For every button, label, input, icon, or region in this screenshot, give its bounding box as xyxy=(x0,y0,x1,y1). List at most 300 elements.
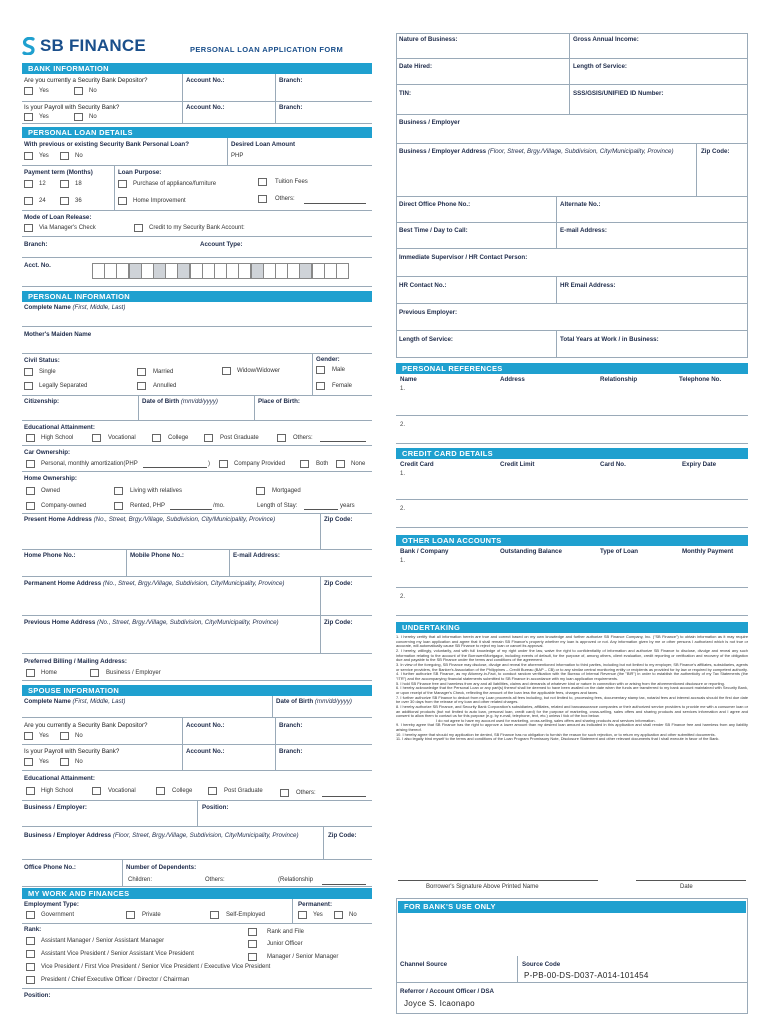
term-36-checkbox[interactable] xyxy=(60,197,69,205)
yes-label: Yes xyxy=(313,912,323,918)
civil-separated-checkbox[interactable] xyxy=(24,382,33,390)
hired-label: Date Hired: xyxy=(399,63,433,70)
edu-hs-checkbox[interactable] xyxy=(26,434,35,442)
spouse-payroll-row xyxy=(22,745,372,771)
home-company-label: Company-owned xyxy=(41,503,87,509)
acct-type-label: Account Type: xyxy=(200,241,243,248)
branch-label: Branch: xyxy=(279,722,303,729)
hr-row xyxy=(396,277,748,304)
referror-row xyxy=(396,983,748,1013)
relationship-label: (Relationship xyxy=(278,877,314,883)
loan-row-number: 2. xyxy=(400,594,406,600)
loan-row-1 xyxy=(396,546,748,588)
rank-am-label: Assistant Manager / Senior Assistant Manager xyxy=(41,938,165,944)
release-label: Mode of Loan Release: xyxy=(24,214,92,221)
signature-line[interactable] xyxy=(398,880,598,881)
signature-label: Borrower's Signature Above Printed Name xyxy=(426,884,539,890)
emp-gov-label: Government xyxy=(41,912,75,918)
car-ownership-row xyxy=(22,446,372,472)
edu-pg-label: Post Graduate xyxy=(220,435,259,441)
home-mortgaged-checkbox[interactable] xyxy=(256,487,265,495)
purpose-others-blank[interactable] xyxy=(304,203,366,204)
children-label: Children: xyxy=(128,877,153,883)
credit-row-number: 2. xyxy=(400,506,406,512)
emp-private-label: Private xyxy=(142,912,161,918)
no-label: No xyxy=(89,114,97,120)
edu-hs-label: High School xyxy=(41,435,74,441)
dependents-label: Number of Dependents: xyxy=(126,864,197,871)
term-24-label: 24 xyxy=(39,198,46,204)
credit-col-card: Credit Card xyxy=(400,461,434,468)
branch-label: Branch: xyxy=(279,104,303,111)
rank-row xyxy=(22,924,372,989)
prev-loan-question: With previous or existing Security Bank Personal Loan? xyxy=(24,141,189,148)
home-owned-checkbox[interactable] xyxy=(26,487,35,495)
prev-loan-yes-checkbox[interactable] xyxy=(24,152,33,160)
rank-manager-label: Manager / Senior Manager xyxy=(267,954,339,960)
edu-voc-checkbox[interactable] xyxy=(92,434,101,442)
edu-college-label: College xyxy=(168,435,189,441)
billing-label: Preferred Billing / Mailing Address: xyxy=(24,658,127,665)
others-label: Others: xyxy=(205,877,225,883)
bank-use-header: FOR BANK'S USE ONLY xyxy=(398,901,746,913)
term-24-checkbox[interactable] xyxy=(24,197,33,205)
home-rented-checkbox[interactable] xyxy=(114,502,123,510)
loan-row-number: 1. xyxy=(400,558,406,564)
acct-no-boxes[interactable] xyxy=(92,263,348,279)
rank-file-label: Rank and File xyxy=(267,929,305,935)
purpose-appliance-checkbox[interactable] xyxy=(118,180,127,188)
civil-annulled-checkbox[interactable] xyxy=(137,382,146,390)
permanent-label: Permanent: xyxy=(298,901,333,908)
undertaking-text xyxy=(396,635,748,873)
left-column xyxy=(22,0,372,1024)
form-title: PERSONAL LOAN APPLICATION FORM xyxy=(190,45,344,54)
term-12-checkbox[interactable] xyxy=(24,180,33,188)
edu-college-label: College xyxy=(172,788,193,794)
edu-college-checkbox[interactable] xyxy=(152,434,161,442)
ref-col-relationship: Relationship xyxy=(600,376,638,383)
civil-single-checkbox[interactable] xyxy=(24,368,33,376)
spouse-edu-others-checkbox[interactable] xyxy=(280,789,289,797)
perm-addr-row xyxy=(22,577,372,616)
home-label: Home Ownership: xyxy=(24,475,77,482)
work-position-label: Position: xyxy=(24,992,51,999)
dob-label: Date of Birth (mm/dd/yyyy) xyxy=(142,398,218,405)
yes-label: Yes xyxy=(39,153,49,159)
loans-header: OTHER LOAN ACCOUNTS xyxy=(396,535,748,546)
release-check-checkbox[interactable] xyxy=(24,224,33,232)
edu-others-label: Others: xyxy=(293,435,313,441)
gender-male-checkbox[interactable] xyxy=(316,366,325,374)
car-company-label: Company Provided xyxy=(234,461,286,467)
undertaking-paragraph: 10. I hereby agree that should my application be denied, SB Finance has no obligation to furnish the reason for such rejection, or to return my application and other submitted documents. xyxy=(396,731,716,737)
right-column xyxy=(396,0,748,1024)
prev-loan-row xyxy=(22,138,372,166)
spouse-dob-label: Date of Birth (mm/dd/yyyy) xyxy=(276,698,352,705)
spouse-position-label: Position: xyxy=(202,804,229,811)
rent-blank[interactable] xyxy=(170,509,212,510)
spouse-business-label: Business / Employer: xyxy=(24,804,87,811)
spouse-business-row xyxy=(22,801,372,827)
term-purpose-row xyxy=(22,166,372,211)
rent-mo-label: /mo. xyxy=(213,503,225,509)
billing-business-checkbox[interactable] xyxy=(90,669,99,677)
billing-home-label: Home xyxy=(41,670,58,676)
references-header: PERSONAL REFERENCES xyxy=(396,363,748,374)
yes-label: Yes xyxy=(39,733,49,739)
tin-row xyxy=(396,85,748,115)
term-12-label: 12 xyxy=(39,181,46,187)
zip-label: Zip Code: xyxy=(324,619,353,626)
prev-length-row xyxy=(396,331,748,358)
undertaking-paragraph: 3. In view of the foregoing, SB Finance may disclose, divulge and reveal the aforementioned information to third parties, including but not limited to my employer, SB Finance's affiliates, subsidiaries, agents or service providers, the Banker's Association of the Philippines – Credit Bureau (BAP – CB) or to any similar central monitoring entity or recipients as provided for by law or required by competent authority. xyxy=(396,661,748,672)
civil-married-checkbox[interactable] xyxy=(137,368,146,376)
undertaking-paragraph: 11. I also legally bind myself to the terms and conditions of the Loan Program Promissory Note, Disclosure Statement and other relevant documents that I shall execute in favor of the Bank. xyxy=(396,736,720,742)
relationship-blank[interactable] xyxy=(322,884,366,885)
undertaking-paragraph: 8. I hereby authorize SB Finance, and Security Bank Corporation's subsidiaries, affiliates, related and bancassurance companies or their authorized service providers to provide me with a consumer loan or an additional products (but not limited to auto loan, personal loan, credit card) for the purpose of marketing, cross-selling, sales offers and sharing products and services information and I agree and consent to allow them to contact us for this purpose (e.g. by e-mail, telephone, text, etc.) unless I tick of the box below. xyxy=(396,703,748,719)
biz-addr-label: Business / Employer Address (Floor, Street, Brgy./Village, Subdivision, City/Municipality, Province) xyxy=(399,148,674,155)
civil-status-label: Civil Status: xyxy=(24,357,60,364)
gender-female-label: Female xyxy=(332,383,353,389)
channel-row xyxy=(396,956,748,983)
car-none-checkbox[interactable] xyxy=(336,460,345,468)
account-no-label: Account No.: xyxy=(186,748,225,755)
tin-label: TIN: xyxy=(399,90,412,97)
edu-pg-label: Post Graduate xyxy=(224,788,263,794)
emp-gov-checkbox[interactable] xyxy=(26,911,35,919)
bank-payroll-row xyxy=(22,102,372,124)
no-label: No xyxy=(75,153,83,159)
credit-row-2 xyxy=(396,500,748,528)
hr-email-label: HR Email Address: xyxy=(560,282,616,289)
spouse-name-label: Complete Name (First, Middle, Last) xyxy=(24,698,126,705)
purpose-others-label: Others: xyxy=(275,196,295,202)
zip-label: Zip Code: xyxy=(701,148,730,155)
depositor-yes-checkbox[interactable] xyxy=(24,87,33,95)
source-label: Source Code xyxy=(522,961,561,968)
spouse-office-row xyxy=(22,860,372,887)
undertaking-paragraph: 4. I further authorize SB Finance, as my Attorney-in-Fact, to conduct random verification with the Bureau of Internal Revenue (the "BIR") in order to establish the authenticity of my Tax Statements (the "ITR") and the accompanying financial statements submitted to SB Finance in accordance with my loan application requirements. xyxy=(396,671,748,681)
edu-others-label: Others: xyxy=(296,790,316,796)
prev-addr-row xyxy=(22,616,372,654)
acct-no-row xyxy=(22,258,372,287)
present-addr-row xyxy=(22,514,372,550)
stay-blank[interactable] xyxy=(304,509,338,510)
date-line[interactable] xyxy=(636,880,746,881)
home-mortgaged-label: Mortgaged xyxy=(272,488,301,494)
edu-voc-label: Vocational xyxy=(108,435,136,441)
citizenship-row xyxy=(22,396,372,421)
length-label: Length of Service: xyxy=(573,63,627,70)
car-both-label: Both xyxy=(316,461,329,467)
civil-separated-label: Legally Separated xyxy=(39,383,88,389)
spouse-edu-row xyxy=(22,771,372,801)
perm-addr-label: Permanent Home Address (No., Street, Brgy./Village, Subdivision, City/Municipality, Province) xyxy=(24,580,285,587)
branch-label: Branch: xyxy=(279,77,303,84)
prev-emp-row xyxy=(396,304,748,331)
brand-name: SB FINANCE xyxy=(40,36,146,55)
desired-amount-label: Desired Loan Amount xyxy=(231,141,296,148)
undertaking-paragraph: 5. I hold SB Finance free and harmless from any and all liabilities, claims and demands of whatever kind or nature in connection with or arising from the aforementioned disclosure or reporting. xyxy=(396,680,725,686)
rank-vp-label: Vice President / First Vice President / Senior Vice President / Executive Vice President xyxy=(41,964,271,970)
permanent-yes-checkbox[interactable] xyxy=(298,911,307,919)
depositor-question: Are you currently a Security Bank Depositor? xyxy=(24,77,148,84)
gender-label: Gender: xyxy=(316,356,340,363)
loan-col-type: Type of Loan xyxy=(600,548,639,555)
release-credit-label: Credit to my Security Bank Account: xyxy=(149,225,245,231)
maiden-name-row xyxy=(22,327,372,354)
best-time-row xyxy=(396,223,748,249)
supervisor-label: Immediate Supervisor / HR Contact Person: xyxy=(399,254,528,261)
rank-label: Rank: xyxy=(24,926,42,933)
direct-phone-label: Direct Office Phone No.: xyxy=(399,201,471,208)
edu-others-checkbox[interactable] xyxy=(277,434,286,442)
ref-col-name: Name xyxy=(400,376,417,383)
release-row xyxy=(22,211,372,237)
loan-col-balance: Outstanding Balance xyxy=(500,548,562,555)
rank-junior-checkbox[interactable] xyxy=(248,940,257,948)
gender-female-checkbox[interactable] xyxy=(316,382,325,390)
undertaking-header: UNDERTAKING xyxy=(396,622,748,633)
length-stay-label: Length of Stay: xyxy=(257,503,298,509)
home-owned-label: Owned xyxy=(41,488,61,494)
car-personal-label: Personal, monthly amortization(PHP xyxy=(41,461,138,467)
civil-status-row xyxy=(22,354,372,396)
purpose-others-checkbox[interactable] xyxy=(258,195,267,203)
edu-hs-label: High School xyxy=(41,788,74,794)
payroll-question: Is your Payroll with Security Bank? xyxy=(24,104,120,111)
purpose-home-label: Home Improvement xyxy=(133,198,186,204)
payroll-yes-checkbox[interactable] xyxy=(24,113,33,121)
no-label: No xyxy=(349,912,357,918)
no-label: No xyxy=(75,759,83,765)
rank-vp-checkbox[interactable] xyxy=(26,963,35,971)
branch-acct-type-row xyxy=(22,237,372,258)
edu-others-blank[interactable] xyxy=(320,441,366,442)
car-company-checkbox[interactable] xyxy=(219,460,228,468)
civil-widow-label: Widow/Widower xyxy=(237,368,281,374)
rank-avp-label: Assistant Vice President / Senior Assistant Vice President xyxy=(41,951,194,957)
credit-row-1 xyxy=(396,459,748,500)
biz-addr-row xyxy=(396,144,748,197)
term-36-label: 36 xyxy=(75,198,82,204)
email-label: E-mail Address: xyxy=(233,552,280,559)
years-label: years xyxy=(340,503,355,509)
biz-row xyxy=(396,115,748,144)
branch-label: Branch: xyxy=(279,748,303,755)
prev-length-label: Length of Service: xyxy=(399,336,453,343)
edu-label: Educational Attainment: xyxy=(24,424,95,431)
home-ownership-row xyxy=(22,472,372,514)
emp-type-label: Employment Type: xyxy=(24,901,79,908)
spouse-payroll-yes-checkbox[interactable] xyxy=(24,758,33,766)
term-label: Payment term (Months) xyxy=(24,169,93,176)
best-time-label: Best Time / Day to Call: xyxy=(399,227,468,234)
no-label: No xyxy=(75,733,83,739)
gross-label: Gross Annual Income: xyxy=(573,36,639,43)
spouse-edu-others-blank[interactable] xyxy=(322,796,366,797)
spouse-edu-college-checkbox[interactable] xyxy=(156,787,165,795)
nature-label: Nature of Business: xyxy=(399,36,458,43)
work-position-row xyxy=(22,989,372,1003)
emp-self-label: Self-Employed xyxy=(226,912,266,918)
purpose-label: Loan Purpose: xyxy=(118,169,162,176)
purpose-tuition-checkbox[interactable] xyxy=(258,178,267,186)
undertaking-paragraph: 7. I further authorize SB Finance to deduct from my Loan proceeds all fees including, but not limited to, processing fees, documentary stamp tax, notarial fees and interest accruals should the first due date be over 30 days from the release of my loan and other related charges. xyxy=(396,694,748,705)
date-label: Date xyxy=(680,884,693,890)
complete-name-label: Complete Name (First, Middle, Last) xyxy=(24,304,126,311)
referror-value: Joyce S. Icaonapo xyxy=(404,999,475,1008)
channel-label: Channel Source xyxy=(400,961,448,968)
home-relatives-label: Living with relatives xyxy=(130,488,183,494)
yes-label: Yes xyxy=(39,759,49,765)
spouse-depositor-question: Are you currently a Security Bank Depositor? xyxy=(24,722,148,729)
rank-file-checkbox[interactable] xyxy=(248,928,257,936)
spouse-payroll-question: Is your Payroll with Security Bank? xyxy=(24,748,120,755)
zip-label: Zip Code: xyxy=(328,832,357,839)
yes-label: Yes xyxy=(39,88,49,94)
car-both-checkbox[interactable] xyxy=(300,460,309,468)
ref-col-telephone: Telephone No. xyxy=(679,376,722,383)
biz-label: Business / Employer xyxy=(399,119,460,126)
civil-single-label: Single xyxy=(39,369,56,375)
release-credit-checkbox[interactable] xyxy=(134,224,143,232)
acct-no-label: Acct. No. xyxy=(24,262,51,269)
work-header: MY WORK AND FINANCES xyxy=(22,888,372,899)
spouse-biz-addr-label: Business / Employer Address (Floor, Street, Brgy./Village, Subdivision, City/Municipality, Province) xyxy=(24,832,299,839)
undertaking-paragraph: 9. I hereby agree that SB Finance has the right to approve a lower amount than my desired loan amount as indicated in this application and shall render SB Finance free and harmless from any liability arising thereof. xyxy=(396,722,748,733)
complete-name-row xyxy=(22,302,372,327)
spouse-depositor-row xyxy=(22,718,372,745)
credit-col-expiry: Expiry Date xyxy=(682,461,717,468)
no-label: No xyxy=(89,88,97,94)
citizenship-label: Citizenship: xyxy=(24,398,60,405)
rank-junior-label: Junior Officer xyxy=(267,941,303,947)
employment-row xyxy=(22,899,372,924)
spouse-edu-label: Educational Attainment: xyxy=(24,775,95,782)
car-label: Car Ownership: xyxy=(24,449,71,456)
edu-pg-checkbox[interactable] xyxy=(204,434,213,442)
sss-label: SSS/GSIS/UNIFIED ID Number: xyxy=(573,90,664,97)
car-personal-checkbox[interactable] xyxy=(26,460,35,468)
billing-business-label: Business / Employer xyxy=(106,670,161,676)
ref-row-2 xyxy=(396,416,748,444)
loan-details-header: PERSONAL LOAN DETAILS xyxy=(22,127,372,138)
billing-row xyxy=(22,654,372,681)
email-label: E-mail Address: xyxy=(560,227,607,234)
billing-home-checkbox[interactable] xyxy=(26,669,35,677)
zip-label: Zip Code: xyxy=(324,516,353,523)
spouse-edu-voc-checkbox[interactable] xyxy=(92,787,101,795)
spouse-depositor-yes-checkbox[interactable] xyxy=(24,732,33,740)
emp-private-checkbox[interactable] xyxy=(126,911,135,919)
phone-row xyxy=(22,550,372,577)
prev-loan-no-checkbox[interactable] xyxy=(60,152,69,160)
nature-row xyxy=(396,33,748,59)
loan-col-bank: Bank / Company xyxy=(400,548,449,555)
edu-voc-label: Vocational xyxy=(108,788,136,794)
account-no-label: Account No.: xyxy=(186,77,225,84)
zip-label: Zip Code: xyxy=(324,580,353,587)
maiden-name-label: Mother's Maiden Name xyxy=(24,331,92,338)
spouse-header: SPOUSE INFORMATION xyxy=(22,685,372,696)
purpose-appliance-label: Purchase of appliance/furniture xyxy=(133,181,217,187)
loan-row-2 xyxy=(396,588,748,616)
account-no-label: Account No.: xyxy=(186,104,225,111)
hr-contact-label: HR Contact No.: xyxy=(399,282,447,289)
marketing-optout-text: I do not agree to have my account used for marketing, cross-selling, sales offers and sharing products and services information. xyxy=(436,717,656,723)
rank-manager-checkbox[interactable] xyxy=(248,953,257,961)
source-code-value: P-PB-00-DS-D037-A014-101454 xyxy=(524,971,649,980)
spouse-edu-pg-checkbox[interactable] xyxy=(208,787,217,795)
spouse-office-phone-label: Office Phone No.: xyxy=(24,864,76,871)
total-years-label: Total Years at Work / in Business: xyxy=(560,336,659,343)
undertaking-paragraph: 6. I hereby acknowledge that the Personal Loan or any part(s) thereof shall be deemed to have been availed on the date when the funds are transferred to my bank account maintained with Security Bank, or upon receipt of the Manager's Check, reflecting the amount of the loan less the applicable fees, charges and taxes. xyxy=(396,685,748,695)
credit-col-limit: Credit Limit xyxy=(500,461,535,468)
referror-label: Referror / Account Officer / DSA xyxy=(400,988,494,995)
branch-label: Branch: xyxy=(24,241,48,248)
civil-widow-checkbox[interactable] xyxy=(222,367,231,375)
bank-info-header: BANK INFORMATION xyxy=(22,63,372,74)
civil-annulled-label: Annulled xyxy=(153,383,177,389)
spouse-name-row xyxy=(22,696,372,718)
home-relatives-checkbox[interactable] xyxy=(114,487,123,495)
purpose-home-checkbox[interactable] xyxy=(118,197,127,205)
rank-president-label: President / Chief Executive Officer / Director / Chairman xyxy=(41,977,190,983)
credit-header: CREDIT CARD DETAILS xyxy=(396,448,748,459)
spouse-biz-addr-row xyxy=(22,827,372,860)
home-company-checkbox[interactable] xyxy=(26,502,35,510)
car-paren-label: ) xyxy=(208,461,210,467)
hired-row xyxy=(396,59,748,85)
depositor-no-checkbox[interactable] xyxy=(74,87,83,95)
rank-am-checkbox[interactable] xyxy=(26,937,35,945)
civil-married-label: Married xyxy=(153,369,174,375)
mobile-label: Mobile Phone No.: xyxy=(130,552,184,559)
undertaking-paragraph: 2. I hereby, willingly, voluntarily, and with full knowledge of my right under the law, waive the right to confidentiality of information and authorize SB Finance to disclose, divulge and reveal any such information relating to the account of the Borrower/Mortgagor, including events of default, for the purpose of, among others, client evaluation, credit reporting or verification and recovery of the obligation due and payable to the SB Finance under the terms and conditions of the agreement. xyxy=(396,647,748,663)
spouse-payroll-no-checkbox[interactable] xyxy=(60,758,69,766)
home-phone-label: Home Phone No.: xyxy=(24,552,76,559)
loan-col-payment: Monthly Payment xyxy=(682,548,734,555)
term-18-checkbox[interactable] xyxy=(60,180,69,188)
rank-president-checkbox[interactable] xyxy=(26,976,35,984)
gender-male-label: Male xyxy=(332,367,346,373)
car-amort-blank[interactable] xyxy=(143,467,207,468)
permanent-no-checkbox[interactable] xyxy=(334,911,343,919)
account-no-label: Account No.: xyxy=(186,722,225,729)
emp-self-checkbox[interactable] xyxy=(210,911,219,919)
term-18-label: 18 xyxy=(75,181,82,187)
direct-phone-row xyxy=(396,197,748,223)
spouse-depositor-no-checkbox[interactable] xyxy=(60,732,69,740)
ref-row-number: 1. xyxy=(400,386,406,392)
spouse-edu-hs-checkbox[interactable] xyxy=(26,787,35,795)
credit-col-no: Card No. xyxy=(600,461,626,468)
personal-info-header: PERSONAL INFORMATION xyxy=(22,291,372,302)
ref-row-number: 2. xyxy=(400,422,406,428)
release-check-label: Via Manager's Check xyxy=(39,225,96,231)
rank-avp-checkbox[interactable] xyxy=(26,950,35,958)
payroll-no-checkbox[interactable] xyxy=(74,113,83,121)
edu-row xyxy=(22,421,372,446)
pob-label: Place of Birth: xyxy=(258,398,300,405)
bank-depositor-row xyxy=(22,74,372,102)
purpose-tuition-label: Tuition Fees xyxy=(275,179,308,185)
home-rented-label: Rented, PHP xyxy=(130,503,166,509)
credit-row-number: 1. xyxy=(400,471,406,477)
undertaking-paragraph: 1. I hereby certify that all information herein are true and correct based on my own knowledge and further authorize SB Finance Company, Inc. ("SB Finance") to obtain information as it may require concerning my loan application and agree that it shall remain SB Finance's property whether my loan is approved or not. Any information given by me or other persons I authorized which is not true or accurate, will automatically cause SB Finance to reject my loan or cancel its approval. xyxy=(396,635,748,649)
